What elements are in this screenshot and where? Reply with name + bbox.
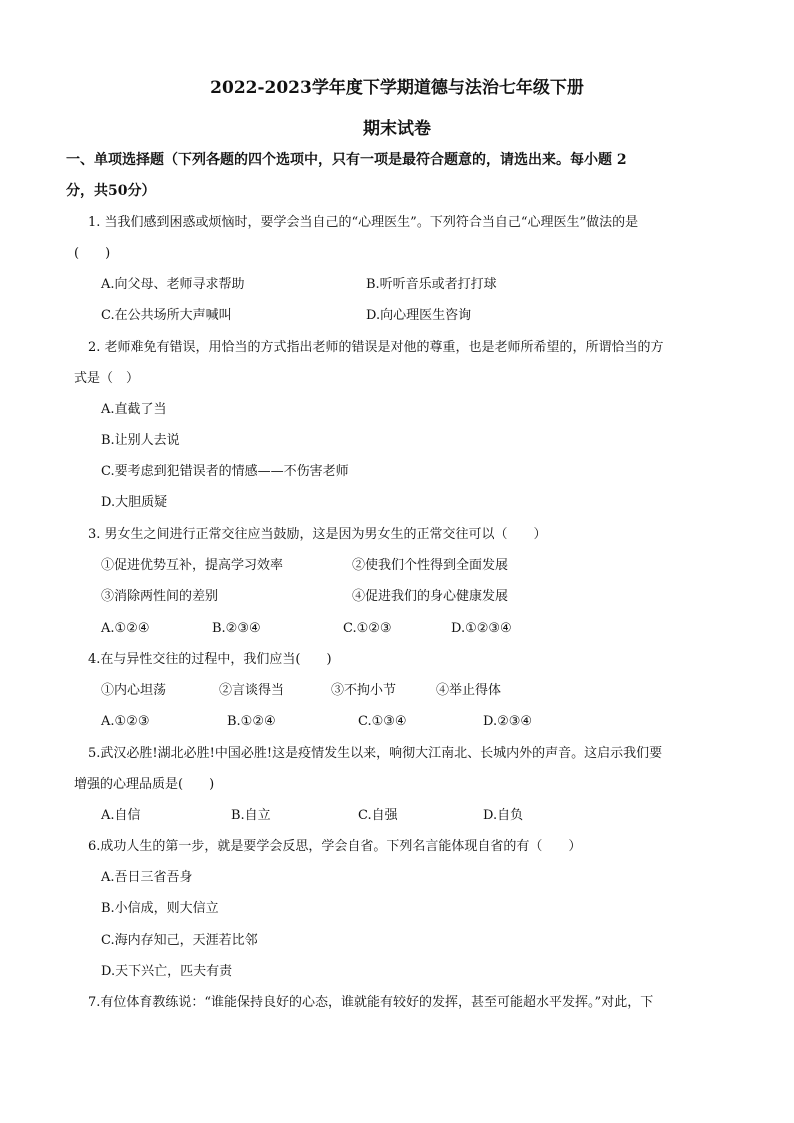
q1-option-a: A.向父母、老师寻求帮助 xyxy=(101,277,245,292)
q3-option-a: A.①②④ xyxy=(101,621,150,636)
q1-option-b: B.听听音乐或者打打球 xyxy=(366,277,497,292)
q5-stem: 5.武汉必胜!湖北必胜!中国必胜!这是疫情发生以来，响彻大江南北、长城内外的声音。这启示我们要 xyxy=(88,746,663,761)
q5-option-d: D.自负 xyxy=(483,808,524,823)
q3-option-d: D.①②③④ xyxy=(451,621,512,636)
q2-option-a: A.直截了当 xyxy=(101,402,167,417)
q5-stem-cont: 增强的心理品质是( ) xyxy=(74,777,215,792)
q3-statement-2: ②使我们个性得到全面发展 xyxy=(352,558,509,573)
q4-option-a: A.①②③ xyxy=(101,714,150,729)
exam-subtitle: 期末试卷 xyxy=(363,119,431,139)
q3-option-b: B.②③④ xyxy=(212,621,261,636)
q3-statement-3: ③消除两性间的差别 xyxy=(101,589,219,604)
q2-option-b: B.让别人去说 xyxy=(101,433,180,448)
q1-option-c: C.在公共场所大声喊叫 xyxy=(101,308,232,323)
q5-option-a: A.自信 xyxy=(101,808,141,823)
q6-option-a: A.吾日三省吾身 xyxy=(101,870,193,885)
section-heading-cont: 分，共50分） xyxy=(66,183,156,199)
q4-statement-4: ④举止得体 xyxy=(436,683,502,698)
q3-statement-1: ①促进优势互补，提高学习效率 xyxy=(101,558,284,573)
q1-option-d: D.向心理医生咨询 xyxy=(366,308,472,323)
q4-option-c: C.①③④ xyxy=(358,714,407,729)
q6-option-c: C.海内存知己，天涯若比邻 xyxy=(101,933,258,948)
q6-stem: 6.成功人生的第一步，就是要学会反思，学会自省。下列名言能体现自省的有（ ） xyxy=(88,839,582,854)
q1-stem-cont: ( ) xyxy=(74,246,111,261)
q2-option-c: C.要考虑到犯错误者的情感——不伤害老师 xyxy=(101,464,349,479)
q1-stem: 1. 当我们感到困惑或烦恼时，要学会当自己的“心理医生”。下列符合当自己“心理医生”做法的是 xyxy=(88,215,639,230)
exam-title: 2022-2023学年度下学期道德与法治七年级下册 xyxy=(210,78,584,98)
q3-stem: 3. 男女生之间进行正常交往应当鼓励，这是因为男女生的正常交往可以（ ） xyxy=(88,527,547,542)
q2-stem-cont: 式是（ ） xyxy=(74,371,140,386)
q4-statement-3: ③不拘小节 xyxy=(331,683,397,698)
q4-statement-1: ①内心坦荡 xyxy=(101,683,167,698)
q4-option-d: D.②③④ xyxy=(483,714,533,729)
q5-option-b: B.自立 xyxy=(231,808,271,823)
section-heading: 一、单项选择题（下列各题的四个选项中，只有一项是最符合题意的，请选出来。每小题 2 xyxy=(66,152,627,168)
q2-option-d: D.大胆质疑 xyxy=(101,495,168,510)
q4-stem: 4.在与异性交往的过程中，我们应当( ) xyxy=(88,652,332,667)
q5-option-c: C.自强 xyxy=(358,808,398,823)
q6-option-b: B.小信成，则大信立 xyxy=(101,901,219,916)
q4-option-b: B.①②④ xyxy=(227,714,276,729)
q3-statement-4: ④促进我们的身心健康发展 xyxy=(352,589,509,604)
q4-statement-2: ②言谈得当 xyxy=(219,683,285,698)
q6-option-d: D.天下兴亡，匹夫有责 xyxy=(101,964,233,979)
q3-option-c: C.①②③ xyxy=(343,621,392,636)
q7-stem: 7.有位体育教练说：“谁能保持良好的心态，谁就能有较好的发挥，甚至可能超水平发挥。”对此，下 xyxy=(88,995,654,1010)
q2-stem: 2. 老师难免有错误，用恰当的方式指出老师的错误是对他的尊重，也是老师所希望的，所谓恰当的方 xyxy=(88,340,664,355)
